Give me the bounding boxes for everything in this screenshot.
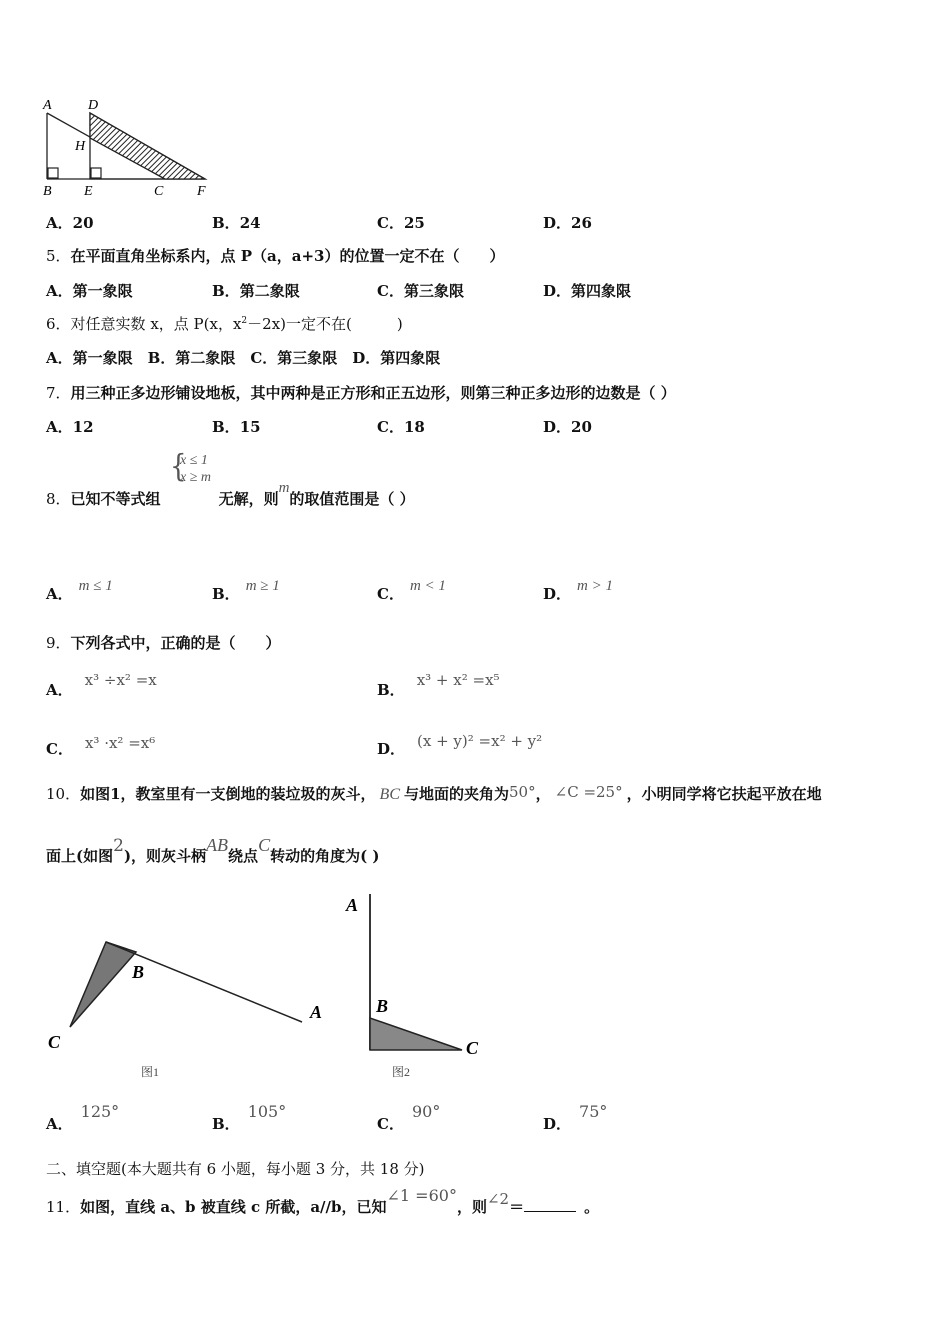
dustpan-shape-2 — [370, 1018, 462, 1050]
q5-option-a[interactable]: A．第一象限 — [46, 282, 133, 300]
q9-option-d[interactable]: D． (x + y)² =x² + y² — [377, 732, 543, 758]
label-c: C — [154, 184, 164, 199]
q10-option-b[interactable]: B．105° — [212, 1102, 287, 1133]
q5-option-b[interactable]: B．第二象限 — [212, 282, 300, 300]
q4-option-a[interactable]: A．20 — [46, 214, 94, 232]
q7-option-b[interactable]: B．15 — [212, 418, 261, 436]
q9-stem: 9．下列各式中，正确的是（ ） — [46, 634, 281, 652]
fig2-caption: 图2 — [392, 1065, 411, 1079]
q10-stem-line1: 10．如图1，教室里有一支倒地的装垃圾的灰斗， BC 与地面的夹角为50°， ∠C =25° ，小明同学将它扶起平放在地 — [46, 783, 822, 803]
q9-option-b[interactable]: B．x³ + x² =x⁵ — [377, 671, 500, 699]
triangle-figure — [40, 96, 220, 200]
label-a: A — [43, 98, 52, 113]
q8-option-c[interactable]: C． m < 1 — [377, 578, 446, 603]
q8-option-a[interactable]: A． m ≤ 1 — [46, 578, 113, 603]
q6-options[interactable]: A．第一象限 B．第二象限 C．第三象限 D．第四象限 — [46, 349, 441, 367]
q5-stem: 5．在平面直角坐标系内，点 P（a，a+3）的位置一定不在（ ） — [46, 247, 505, 265]
q4-option-d[interactable]: D．26 — [543, 214, 592, 232]
q10-option-a[interactable]: A．125° — [46, 1102, 120, 1133]
label-f: F — [197, 184, 206, 199]
fig2-label-b: B — [376, 996, 389, 1016]
q11-stem: 11．如图，直线 a、b 被直线 c 所截，a//b，已知∠1 =60°，则∠2＝ 。 — [46, 1186, 600, 1216]
q6-stem: 6．对任意实数 x，点 P(x，$x^2-2x$)一定不在( ) — [46, 315, 403, 333]
q4-option-b[interactable]: B．24 — [212, 214, 261, 232]
fig2-label-c: C — [466, 1038, 479, 1058]
fig2-label-a: A — [346, 895, 359, 915]
q7-option-c[interactable]: C．18 — [377, 418, 425, 436]
q10-option-d[interactable]: D．75° — [543, 1102, 608, 1133]
fig1-label-c: C — [48, 1032, 61, 1052]
q8-option-b[interactable]: B． m ≥ 1 — [212, 578, 280, 603]
q5-option-d[interactable]: D．第四象限 — [543, 282, 632, 300]
q10-option-c[interactable]: C．90° — [377, 1102, 441, 1133]
q8-option-d[interactable]: D． m > 1 — [543, 578, 613, 603]
right-angle-mark-b — [48, 168, 58, 178]
section-heading: 二、填空题(本大题共有 6 小题，每小题 3 分，共 18 分) — [46, 1160, 425, 1178]
system-line-2: x ≥ m — [180, 470, 212, 485]
label-b: B — [43, 184, 52, 199]
q7-stem: 7．用三种正多边形铺设地板，其中两种是正方形和正五边形，则第三种正多边形的边数是（ ） — [46, 384, 676, 402]
q10-stem-line2: 面上(如图2)，则灰斗柄AB绕点C转动的角度为( ) — [46, 835, 380, 865]
answer-blank[interactable] — [524, 1197, 576, 1212]
dustpan-figure-2 — [340, 890, 500, 1085]
brace-glyph: { — [170, 449, 187, 485]
fig1-label-a: A — [310, 1002, 323, 1022]
q8-inequality-system — [170, 449, 212, 486]
q4-option-c[interactable]: C．25 — [377, 214, 425, 232]
handle-ab-1 — [106, 942, 302, 1022]
right-angle-mark-e — [91, 168, 101, 178]
q5-option-c[interactable]: C．第三象限 — [377, 282, 464, 300]
q9-option-a[interactable]: A．x³ ÷x² =x — [46, 671, 157, 699]
q7-option-d[interactable]: D．20 — [543, 418, 592, 436]
shaded-region — [90, 113, 205, 179]
q8-stem: 8．已知不等式组 无解，则m的取值范围是（ ） — [46, 480, 415, 508]
label-h: H — [75, 139, 86, 154]
label-d: D — [88, 98, 99, 113]
dustpan-figure-1 — [40, 930, 340, 1085]
dustpan-shape-1 — [70, 942, 136, 1027]
fig1-label-b: B — [132, 962, 145, 982]
system-line-1: x ≤ 1 — [180, 453, 208, 468]
q7-option-a[interactable]: A．12 — [46, 418, 94, 436]
q9-option-c[interactable]: C． x³ ·x² =x⁶ — [46, 734, 156, 758]
fig1-caption: 图1 — [141, 1065, 160, 1079]
label-e: E — [84, 184, 93, 199]
